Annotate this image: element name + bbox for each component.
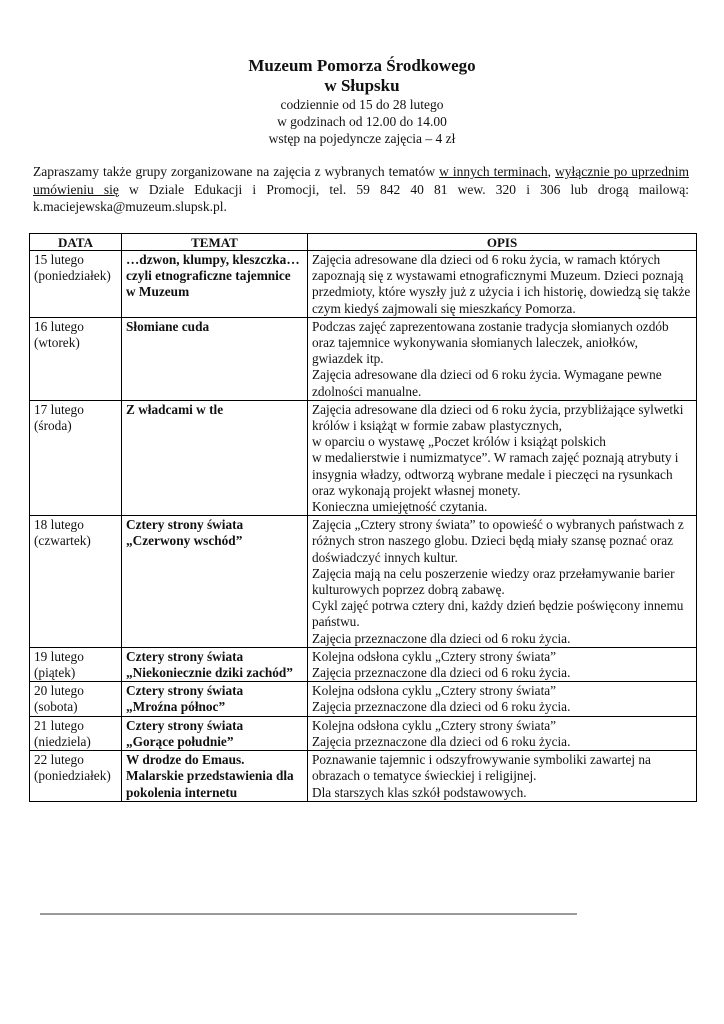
- date-cell-line: (poniedziałek): [34, 268, 111, 284]
- date-cell: [30, 516, 122, 648]
- topic-cell-line: Słomiane cuda: [126, 318, 210, 334]
- schedule-hours: w godzinach od 12.00 do 14.00: [277, 114, 447, 129]
- topic-cell: [122, 317, 308, 400]
- intro-comma: ,: [547, 164, 556, 179]
- description-cell-line: Kolejna odsłona cyklu „Cztery strony świata”: [312, 683, 557, 699]
- description-cell-line: Zajęcia mają na celu poszerzenie wiedzy oraz przełamywanie barier kulturowych poprzez dobrą zabawę.: [312, 565, 675, 598]
- description-cell-line: Podczas zajęć zaprezentowana zostanie tradycja słomianych ozdób oraz tajemnice wykonywania słomianych laleczek, aniołków, gwiazdek itp.: [312, 318, 669, 367]
- description-cell: [308, 317, 697, 400]
- column-header-date: DATA: [30, 234, 122, 251]
- date-cell-line: (środa): [34, 418, 72, 434]
- date-cell-line: 17 lutego: [34, 401, 84, 417]
- date-cell-line: (wtorek): [34, 335, 80, 351]
- date-cell: [30, 716, 122, 750]
- topic-cell-line: „Niekoniecznie dziki zachód”: [126, 665, 293, 681]
- column-header-description: OPIS: [308, 234, 697, 251]
- table-row: [30, 716, 697, 750]
- description-cell-line: Poznawanie tajemnic i odszyfrowywanie symboliki zawartej na obrazach o tematyce świeckiej i religijnej.: [312, 752, 651, 784]
- description-cell-line: Zajęcia „Cztery strony świata” to opowieść o wybranych państwach z różnych stron naszego globu. Dzieci będą miały szansę poznać oraz doświadczyć innych kultur.: [312, 517, 684, 565]
- description-cell: [308, 647, 697, 681]
- topic-cell: [122, 647, 308, 681]
- topic-cell-line: W drodze do Emaus. Malarskie przedstawienia dla pokolenia internetu: [126, 752, 294, 800]
- topic-cell-line: Cztery strony świata: [126, 648, 244, 664]
- description-cell-line: Zajęcia przeznaczone dla dzieci od 6 roku życia.: [312, 699, 571, 715]
- date-cell-line: (czwartek): [34, 533, 91, 549]
- description-cell-line: w oparciu o wystawę „Poczet królów i książąt polskich: [312, 434, 606, 450]
- description-cell-line: Zajęcia przeznaczone dla dzieci od 6 roku życia.: [312, 665, 571, 681]
- date-cell-line: 21 lutego: [34, 717, 84, 733]
- date-cell-line: (poniedziałek): [34, 768, 111, 784]
- topic-cell-line: …dzwon, klumpy, kleszczka…czyli etnograficzne tajemnice w Muzeum: [126, 252, 300, 300]
- schedule-dates: codziennie od 15 do 28 lutego: [280, 97, 444, 112]
- intro-text-1: Zapraszamy także grupy zorganizowane na zajęcia z wybranych tematów: [33, 164, 440, 179]
- date-cell-line: (sobota): [34, 699, 78, 715]
- description-cell-line: Dla starszych klas szkół podstawowych.: [312, 784, 527, 800]
- admission-price: wstęp na pojedyncze zajęcia – 4 zł: [268, 131, 456, 146]
- intro-underlined-2: wyłącznie po uprzednim umówieniu się: [33, 164, 690, 197]
- description-cell-line: Kolejna odsłona cyklu „Cztery strony świata”: [312, 717, 557, 733]
- date-cell-line: 19 lutego: [34, 648, 84, 664]
- schedule-table-body: [30, 251, 697, 802]
- intro-paragraph: [33, 163, 689, 216]
- description-cell-line: Konieczna umiejętność czytania.: [312, 499, 488, 515]
- date-cell: [30, 400, 122, 515]
- table-row: [30, 751, 697, 802]
- description-cell-line: Kolejna odsłona cyklu „Cztery strony świata”: [312, 648, 557, 664]
- table-header-row: [30, 234, 697, 251]
- date-cell: [30, 682, 122, 716]
- description-cell: [308, 516, 697, 648]
- date-cell-line: 20 lutego: [34, 683, 84, 699]
- description-cell-line: Zajęcia adresowane dla dzieci od 6 roku życia. Wymagane pewne zdolności manualne.: [312, 367, 662, 399]
- description-cell-line: Zajęcia przeznaczone dla dzieci od 6 roku życia.: [312, 733, 571, 749]
- description-cell: [308, 400, 697, 515]
- description-cell-line: Zajęcia przeznaczone dla dzieci od 6 roku życia.: [312, 630, 571, 646]
- date-cell-line: (piątek): [34, 665, 76, 681]
- topic-cell: [122, 251, 308, 318]
- topic-cell-line: Cztery strony świata: [126, 683, 244, 699]
- table-row: [30, 251, 697, 318]
- date-cell: [30, 317, 122, 400]
- topic-cell: [122, 516, 308, 648]
- topic-cell-line: „Gorące południe”: [126, 733, 234, 749]
- intro-text-2: w Dziale Edukacji i Promocji, tel. 59 842 40 81 wew. 320 i 306 lub drogą mailową: k.maciejewska@muzeum.slupsk.pl.: [33, 181, 689, 214]
- table-row: [30, 317, 697, 400]
- description-cell: [308, 251, 697, 318]
- topic-cell-line: „Czerwony wschód”: [126, 533, 243, 549]
- topic-cell-line: Cztery strony świata: [126, 717, 244, 733]
- date-cell-line: 16 lutego: [34, 318, 84, 334]
- museum-name: Muzeum Pomorza Środkowego: [248, 56, 476, 75]
- topic-cell: [122, 682, 308, 716]
- museum-city: w Słupsku: [324, 76, 400, 95]
- topic-cell-line: Cztery strony świata: [126, 517, 244, 533]
- date-cell-line: 18 lutego: [34, 517, 84, 533]
- topic-cell-line: „Mroźna północ”: [126, 699, 226, 715]
- date-cell: [30, 647, 122, 681]
- topic-cell: [122, 400, 308, 515]
- table-row: [30, 647, 697, 681]
- date-cell-line: (niedziela): [34, 733, 91, 749]
- description-cell-line: Cykl zajęć potrwa cztery dni, każdy dzień będzie poświęcony innemu państwu.: [312, 598, 684, 630]
- date-cell-line: 22 lutego: [34, 752, 84, 768]
- intro-underlined-1: w innych terminach: [439, 164, 548, 179]
- table-row: [30, 400, 697, 515]
- schedule-table: [29, 233, 697, 802]
- description-cell-line: w medalierstwie i numizmatyce”. W ramach zajęć poznają atrybuty i insygnia władzy, odtworzą wybrane medale i pieczęci na rysunkach oraz wykonają projekt własnej monety.: [312, 450, 679, 498]
- date-cell-line: 15 lutego: [34, 252, 84, 267]
- description-cell-line: Zajęcia adresowane dla dzieci od 6 roku życia, w ramach których zapoznają się z wystawami etnograficznymi Muzeum. Dzieci poznają przedmioty, które wyszły już z użycia i ich historię, dowiedzą się także czym kiedyś zajmowali się mieszkańcy Pomorza.: [312, 252, 691, 316]
- topic-cell-line: Z władcami w tle: [126, 401, 224, 417]
- table-row: [30, 682, 697, 716]
- description-cell: [308, 716, 697, 750]
- table-row: [30, 516, 697, 648]
- description-cell: [308, 682, 697, 716]
- date-cell: [30, 751, 122, 802]
- topic-cell: [122, 716, 308, 750]
- description-cell-line: Zajęcia adresowane dla dzieci od 6 roku życia, przybliżające sylwetki królów i książąt w formie zabaw plastycznych,: [312, 401, 684, 434]
- topic-cell: [122, 751, 308, 802]
- footer-divider: [40, 913, 577, 915]
- document-header: [0, 56, 724, 147]
- column-header-topic: TEMAT: [122, 234, 308, 251]
- date-cell: [30, 251, 122, 318]
- description-cell: [308, 751, 697, 802]
